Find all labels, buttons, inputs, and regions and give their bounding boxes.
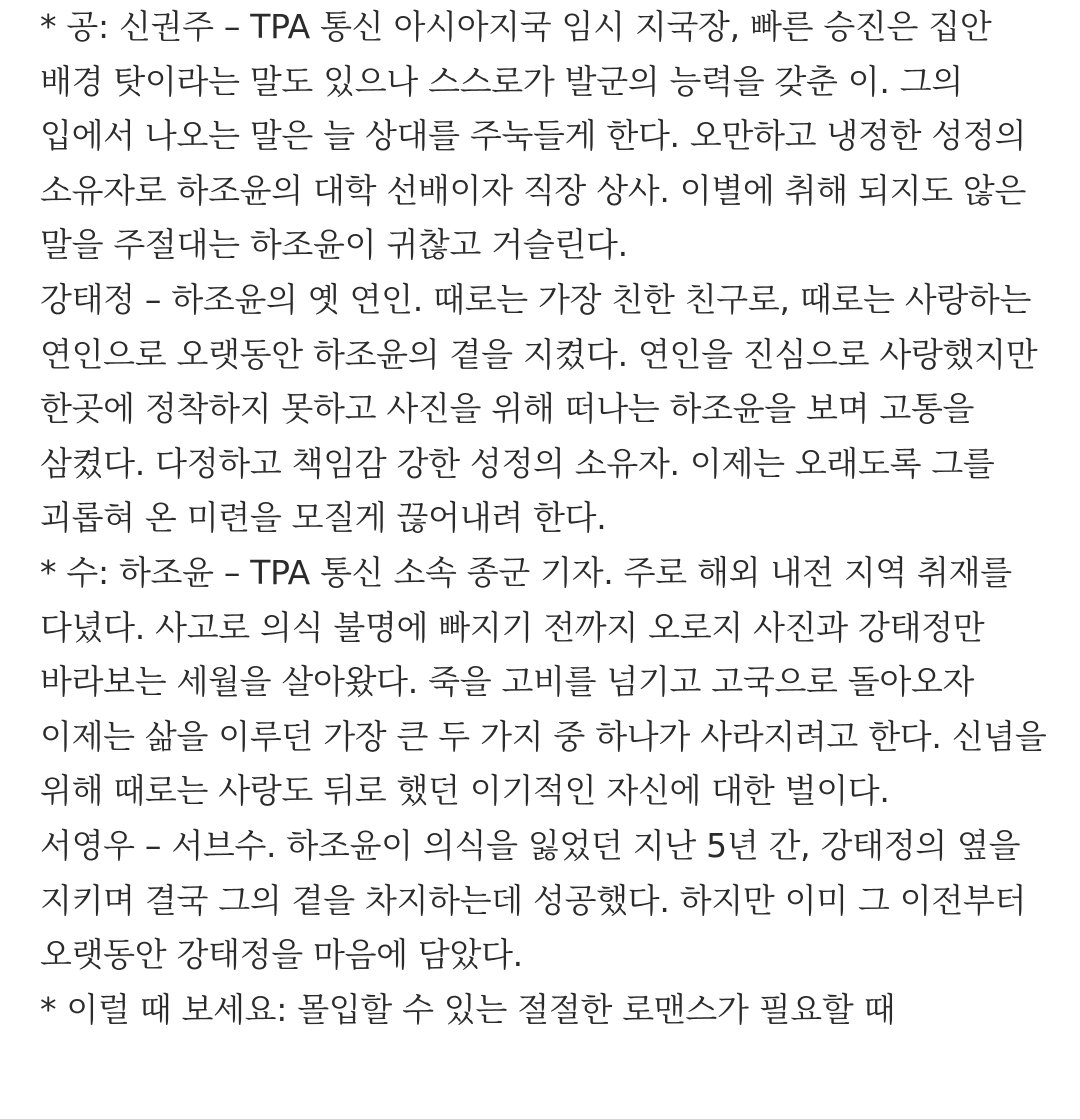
- text-line: 지키며 결국 그의 곁을 차지하는데 성공했다. 하지만 이미 그 이전부터: [40, 880, 1027, 920]
- text-line: 괴롭혀 온 미련을 모질게 끊어내려 한다.: [40, 498, 607, 538]
- text-line: 다녔다. 사고로 의식 불명에 빠지기 전까지 오로지 사진과 강태정만: [40, 607, 985, 647]
- text-line: * 공: 신권주 – TPA 통신 아시아지국 임시 지국장, 빠른 승진은 집안: [40, 7, 992, 46]
- text-line: 바라보는 세월을 살아왔다. 죽을 고비를 넘기고 고국으로 돌아오자: [40, 662, 975, 702]
- text-line: 배경 탓이라는 말도 있으나 스스로가 발군의 능력을 갖춘 이. 그의: [40, 61, 963, 101]
- text-line: 강태정 – 하조윤의 옛 연인. 때로는 가장 친한 친구로, 때로는 사랑하는: [40, 279, 1032, 319]
- text-line: 삼켰다. 다정하고 책임감 강한 성정의 소유자. 이제는 오래도록 그를: [40, 443, 995, 483]
- text-line: 입에서 나오는 말은 늘 상대를 주눅들게 한다. 오만하고 냉정한 성정의: [40, 116, 1027, 156]
- text-line: 오랫동안 강태정을 마음에 담았다.: [40, 935, 523, 975]
- text-line: 위해 때로는 사랑도 뒤로 했던 이기적인 자신에 대한 벌이다.: [40, 771, 890, 811]
- text-line: * 이럴 때 보세요: 몰입할 수 있는 절절한 로맨스가 필요할 때: [40, 989, 896, 1029]
- text-line: 서영우 – 서브수. 하조윤이 의식을 잃었던 지난 5년 간, 강태정의 옆을: [40, 825, 1021, 865]
- text-line: 이제는 삶을 이루던 가장 큰 두 가지 중 하나가 사라지려고 한다. 신념을: [40, 716, 1047, 756]
- document-body: [40, 0, 1070, 1037]
- text-line: 한곳에 정착하지 못하고 사진을 위해 떠나는 하조윤을 보며 고통을: [40, 389, 975, 429]
- text-line: * 수: 하조윤 – TPA 통신 소속 종군 기자. 주로 해외 내전 지역 취재를: [40, 552, 1012, 592]
- text-line: 말을 주절대는 하조윤이 귀찮고 거슬린다.: [40, 225, 628, 265]
- text-line: 연인으로 오랫동안 하조윤의 곁을 지켰다. 연인을 진심으로 사랑했지만: [40, 334, 1038, 374]
- text-line: 소유자로 하조윤의 대학 선배이자 직장 상사. 이별에 취해 되지도 않은: [40, 170, 1027, 210]
